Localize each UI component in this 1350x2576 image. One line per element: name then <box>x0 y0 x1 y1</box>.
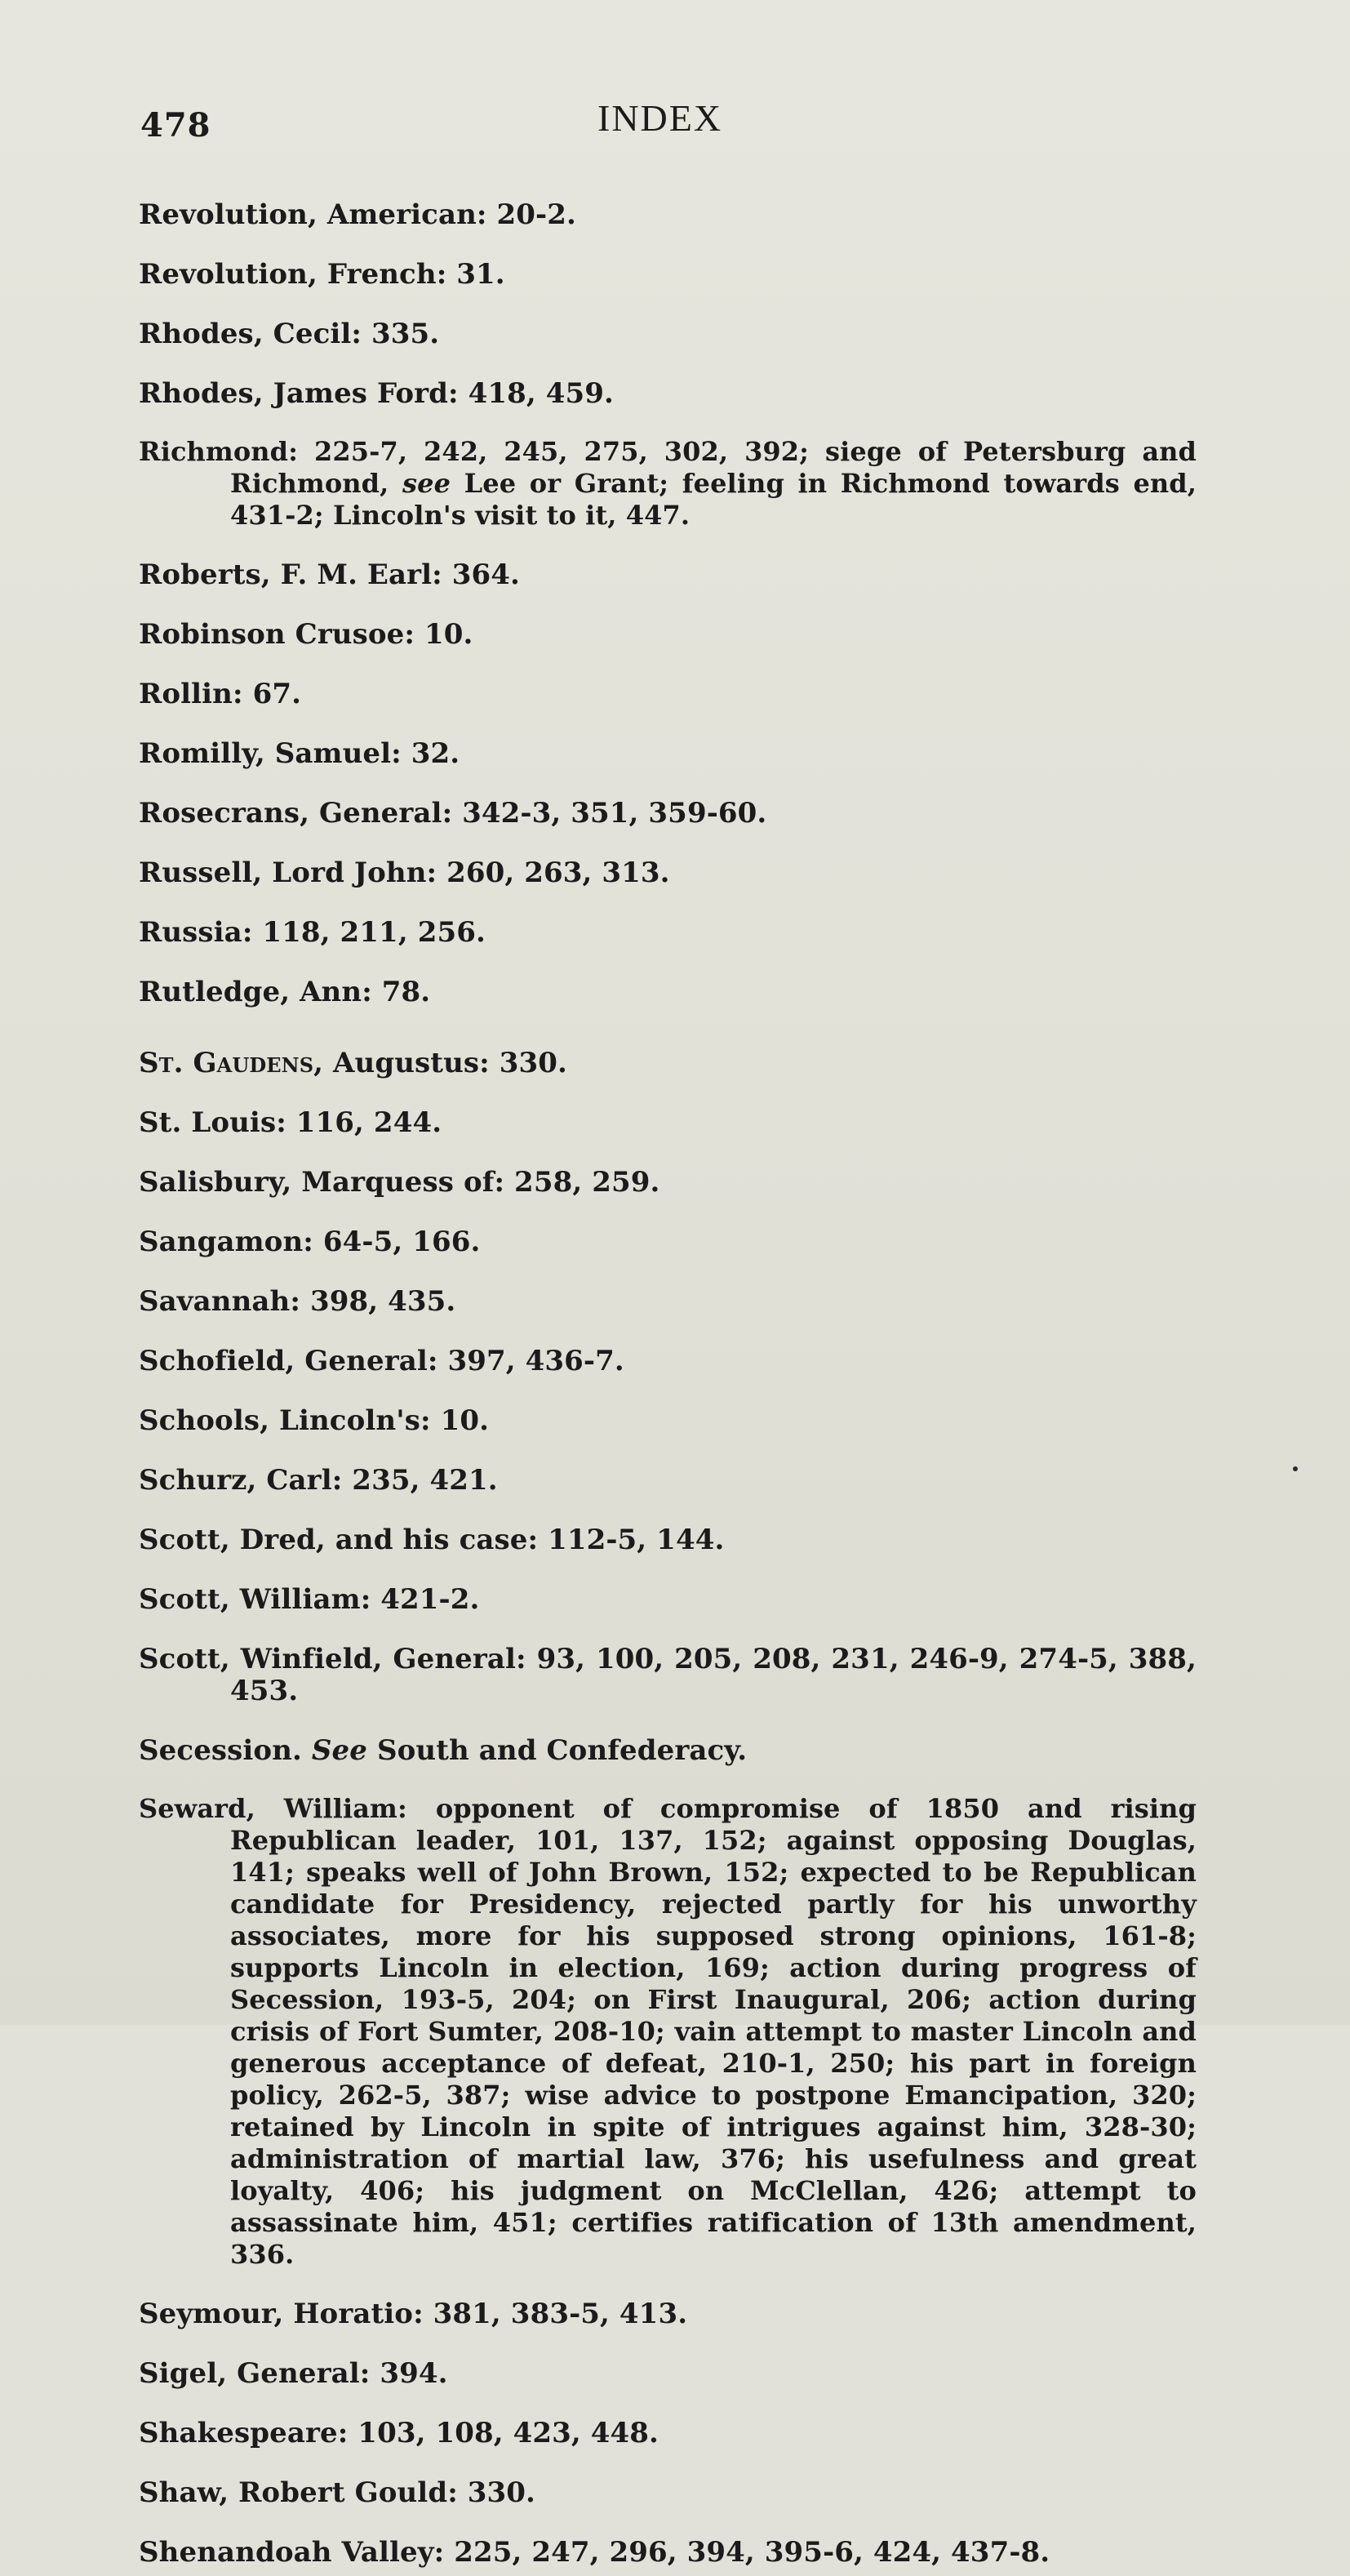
entry-term: Sigel, General <box>139 2357 360 2390</box>
index-entry <box>139 378 1197 410</box>
entry-references: : 394. <box>359 2357 448 2390</box>
entry-term: Russia <box>139 916 242 949</box>
index-group <box>139 199 1197 1008</box>
entry-term: Shakespeare <box>139 2417 338 2449</box>
entry-references: , Augustus: 330. <box>313 1047 567 1079</box>
entry-references: : 335. <box>351 318 440 350</box>
index-entry <box>139 2418 1197 2449</box>
entry-references: : 78. <box>362 976 431 1008</box>
entry-references: : 342-3, 351, 359-60. <box>442 797 767 830</box>
entry-term: Shaw, Robert Gould <box>139 2476 448 2509</box>
entry-term: Seymour, Horatio <box>139 2298 414 2330</box>
entry-term: Rhodes, Cecil <box>139 318 352 350</box>
entry-references: : 32. <box>391 737 460 770</box>
entry-term: Rutledge, Ann <box>139 976 362 1008</box>
entry-references-continued: Lee or Grant; feeling in Richmond towards end, 431-2; Lincoln's visit to it, 447. <box>230 468 1197 531</box>
entry-references-continued: South and Confederacy. <box>367 1734 748 1767</box>
index-entry <box>139 619 1197 651</box>
entry-term: Schools, Lincoln's <box>139 1404 420 1437</box>
entry-references <box>302 1734 312 1767</box>
entry-references: : 258, 259. <box>494 1166 660 1199</box>
entry-references: : 31. <box>436 258 505 291</box>
entry-references: : 330. <box>447 2476 535 2509</box>
entry-term: Rosecrans, General <box>139 797 442 830</box>
entry-term: Russell, Lord John <box>139 856 427 889</box>
entry-term: Roberts, F. M. Earl <box>139 558 433 591</box>
index-entry <box>139 318 1197 350</box>
see-reference: see <box>402 468 451 499</box>
index-entry <box>139 1048 1197 1079</box>
entry-term: Savannah <box>139 1285 291 1318</box>
entry-references: : 364. <box>432 558 520 591</box>
entry-term: Seward, William <box>139 1793 398 1824</box>
entry-references: : 381, 383-5, 413. <box>413 2298 688 2330</box>
entry-term: Schofield, General <box>139 1345 428 1377</box>
entry-term: Schurz, Carl <box>139 1464 332 1497</box>
entry-term: Secession. <box>139 1734 302 1767</box>
index-entry <box>139 2298 1197 2330</box>
entry-term: Revolution, French <box>139 258 437 291</box>
index-entry <box>139 738 1197 770</box>
entry-references: : 10. <box>420 1404 490 1437</box>
index-entry <box>139 2477 1197 2509</box>
index-entries <box>139 171 1197 2576</box>
entry-references: : 112-5, 144. <box>527 1524 725 1556</box>
entry-term: St. Louis <box>139 1106 277 1139</box>
entry-term: Scott, Winfield, General <box>139 1643 517 1675</box>
index-entry <box>139 1107 1197 1139</box>
running-title: INDEX <box>597 97 723 139</box>
entry-references: : 93, 100, 205, 208, 231, 246-9, 274-5, 388, 453. <box>230 1643 1197 1707</box>
index-entry <box>139 1644 1197 1707</box>
index-entry <box>139 977 1197 1008</box>
entry-references: : 20-2. <box>476 198 576 231</box>
entry-references: : opponent of compromise of 1850 and rising Republican leader, 101, 137, 152; against opposing Douglas, 141; speaks well of John Brown, 152; expected to be Republican candidate for Presidency, rejected partly for his unworthy associates, more for his supposed strong opinions, 161-8; supports Lincoln in election, 169; action during progress of Secession, 193-5, 204; on First Inaugural, 206; action during crisis of Fort Sumter, 208-10; vain attempt to master Lincoln and generous acceptance of defeat, 210-1, 250; his part in foreign policy, 262-5, 387; wise advice to postpone Emancipation, 320; retained by Lincoln in spite of intrigues against him, 328-30; administration of martial law, 376; his usefulness and great loyalty, 406; his judgment on McClellan, 426; attempt to assassinate him, 451; certifies ratification of 13th amendment, 336. <box>230 1793 1197 2270</box>
entry-references: : 225-7, 242, 245, 275, 302, 392; siege of Petersburg and Richmond, <box>230 436 1197 499</box>
see-reference: See <box>311 1734 368 1767</box>
index-entry <box>139 199 1197 231</box>
entry-references: : 225, 247, 296, 394, 395-6, 424, 437-8. <box>433 2536 1050 2569</box>
entry-term: Rollin <box>139 678 233 710</box>
index-entry <box>139 259 1197 291</box>
entry-references: : 418, 459. <box>448 377 614 410</box>
entry-references: : 398, 435. <box>290 1285 456 1318</box>
paper-speck <box>1293 1466 1298 1471</box>
page-header <box>140 96 1201 153</box>
index-group <box>139 1048 1197 2569</box>
entry-references: : 421-2. <box>360 1583 480 1616</box>
entry-references: : 118, 211, 256. <box>242 916 486 949</box>
index-entry <box>139 2358 1197 2390</box>
index-entry <box>139 1226 1197 1258</box>
entry-term: Robinson Crusoe <box>139 618 405 651</box>
index-entry <box>139 1167 1197 1199</box>
index-entry <box>139 798 1197 830</box>
entry-term: Scott, Dred, and his case <box>139 1524 528 1556</box>
index-entry <box>139 1584 1197 1616</box>
index-entry <box>139 1286 1197 1318</box>
page-number: 478 <box>140 106 211 145</box>
entry-term: Romilly, Samuel <box>139 737 392 770</box>
entry-references: : 103, 108, 423, 448. <box>337 2417 659 2449</box>
entry-term: St. Gaudens <box>139 1047 314 1079</box>
index-entry <box>139 2537 1197 2569</box>
index-entry <box>139 678 1197 710</box>
index-entry <box>139 1346 1197 1377</box>
index-entry <box>139 1793 1197 2271</box>
entry-term: Scott, William <box>139 1583 361 1616</box>
index-entry <box>139 436 1197 532</box>
entry-references: : 10. <box>404 618 473 651</box>
entry-references: : 397, 436-7. <box>427 1345 624 1377</box>
entry-references: : 64-5, 166. <box>303 1226 481 1258</box>
entry-term: Richmond <box>139 436 289 467</box>
index-entry <box>139 559 1197 591</box>
entry-references: : 235, 421. <box>331 1464 498 1497</box>
index-entry <box>139 1524 1197 1556</box>
index-entry <box>139 1405 1197 1437</box>
entry-term: Revolution, American <box>139 198 477 231</box>
entry-term: Shenandoah Valley <box>139 2536 434 2569</box>
index-entry <box>139 917 1197 949</box>
entry-term: Sangamon <box>139 1226 304 1258</box>
entry-term: Salisbury, Marquess of <box>139 1166 495 1199</box>
entry-references: : 116, 244. <box>276 1106 442 1139</box>
index-entry <box>139 1735 1197 1767</box>
entry-references: : 67. <box>233 678 302 710</box>
index-entry <box>139 1465 1197 1497</box>
index-entry <box>139 857 1197 889</box>
entry-term: Rhodes, James Ford <box>139 377 449 410</box>
entry-references: : 260, 263, 313. <box>426 856 670 889</box>
